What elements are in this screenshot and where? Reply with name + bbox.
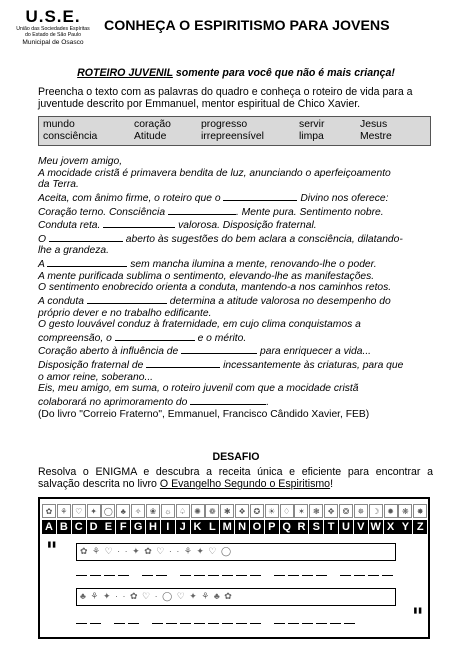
cipher-letter-b: B	[57, 520, 71, 534]
poem-text-part: sem mancha ilumina a mente, renovando-lhe o poder.	[130, 259, 377, 270]
cipher-letter-u: U	[339, 520, 353, 534]
cipher-letter-p: P	[265, 520, 279, 534]
open-quote: "	[46, 538, 58, 564]
cipher-symbol-q: ♢	[280, 504, 294, 518]
cipher-letter-l: L	[205, 520, 219, 534]
cipher-symbol-e: ◯	[101, 504, 115, 518]
answer-blank[interactable]	[118, 575, 129, 576]
poem-line	[38, 294, 433, 308]
poem-line	[38, 358, 433, 372]
poem-line	[38, 232, 433, 246]
poem-source: (Do livro "Correio Fraterno", Emmanuel, Francisco Cândido Xavier, FEB)	[38, 408, 370, 420]
poem-text-part: valorosa. Disposição fraternal.	[178, 220, 317, 232]
cipher-letter-k: K	[191, 520, 205, 534]
blank-9[interactable]	[146, 358, 220, 368]
answer-blank[interactable]	[152, 623, 163, 624]
answer-blank[interactable]	[76, 623, 87, 624]
cipher-symbol-v: ✵	[354, 504, 368, 518]
logo-main: U.S.E.	[25, 7, 81, 26]
cipher-symbol-k: ✺	[191, 504, 205, 518]
cipher-symbol-w: ☽	[369, 504, 383, 518]
answer-blank[interactable]	[316, 575, 327, 576]
answer-blank[interactable]	[354, 575, 365, 576]
blank-6[interactable]	[87, 294, 167, 304]
poem-text-part: A	[38, 259, 45, 270]
word-limpa: limpa	[299, 131, 324, 142]
subtitle-rest: somente para você que não é mais criança!	[172, 67, 395, 79]
poem-line	[38, 257, 433, 271]
cipher-symbol-h: ❀	[146, 504, 160, 518]
cipher-letter-o: O	[250, 520, 264, 534]
cipher-symbol-z: ✸	[413, 504, 427, 518]
poem-text-part: aberto às sugestões do bem aclara a consciência, dilatando-	[125, 233, 403, 245]
poem-line	[38, 344, 433, 358]
cipher-strip-1: ✿ ⚘ ♡ · · ✦ ✿ ♡ · · ⚘ ✦ ♡ ◯	[76, 543, 396, 561]
word-coracao: coração	[134, 119, 171, 130]
answer-blank[interactable]	[114, 623, 125, 624]
blank-7[interactable]	[115, 331, 195, 341]
cipher-symbol-x: ✹	[384, 504, 398, 518]
cipher-symbol-c: ♡	[72, 504, 86, 518]
cipher-symbol-a: ✿	[42, 504, 56, 518]
poem-text-part: .	[266, 396, 270, 408]
enigma-puzzle	[38, 497, 430, 639]
blank-10[interactable]	[190, 395, 266, 405]
cipher-letter-q: Q	[280, 520, 294, 534]
desafio-line-2	[38, 478, 433, 490]
poem-text-part: Aceita, com ânimo firme, o roteiro que o	[38, 192, 221, 204]
poem-line: A mente purificada sublima o sentimento, elevando-lhe as manifestações.	[38, 270, 375, 282]
word-progresso: progresso	[201, 119, 248, 130]
poem-text-part: colaborará no aprimoramento do	[38, 396, 188, 408]
cipher-symbol-b: ⚘	[57, 504, 71, 518]
poem-line	[38, 331, 433, 345]
cipher-strip-2: ♣ ⚘ ✦ · · ✿ ♡ · ◯ ♡ ✦ ⚘ ♣ ✿	[76, 588, 396, 606]
poem-text-part: compreensão, o	[38, 332, 112, 344]
page-title: CONHEÇA O ESPIRITISMO PARA JOVENS	[104, 18, 390, 34]
answer-blank[interactable]	[274, 623, 285, 624]
cipher-letter-s: S	[309, 520, 323, 534]
desafio-line-1: Resolva o ENIGMA e descubra a receita única e eficiente para encontrar a	[38, 466, 433, 478]
answer-blank[interactable]	[222, 575, 233, 576]
answer-blank[interactable]	[194, 575, 205, 576]
poem-text-part: e o mérito.	[197, 332, 247, 344]
answer-blank[interactable]	[222, 623, 233, 624]
close-quote: "	[412, 604, 424, 630]
cipher-letter-i: I	[161, 520, 175, 534]
answer-blank[interactable]	[316, 623, 327, 624]
answer-blank[interactable]	[340, 575, 351, 576]
word-irrepreensivel: irrepreensível	[201, 131, 264, 142]
answer-blank[interactable]	[156, 575, 167, 576]
cipher-letter-d: D	[87, 520, 101, 534]
cipher-letter-t: T	[324, 520, 338, 534]
poem-line: A mocidade cristã é primavera bendita de luz, anunciando o aperfeiçoamento	[38, 167, 391, 179]
cipher-letter-y: Y	[398, 520, 412, 534]
answer-blank[interactable]	[90, 575, 101, 576]
poem-line: próprio dever e no trabalho edificante.	[38, 307, 212, 319]
poem-text-part: . Mente pura. Sentimento nobre.	[235, 206, 384, 218]
answer-blank[interactable]	[288, 623, 299, 624]
poem-line	[38, 395, 433, 409]
subtitle	[0, 67, 472, 79]
blank-1[interactable]	[223, 191, 297, 201]
poem-text-part: incessantemente às criaturas, para que	[223, 360, 404, 371]
answer-blank[interactable]	[382, 575, 393, 576]
cipher-symbol-y: ❋	[398, 504, 412, 518]
cipher-symbol-t: ✥	[324, 504, 338, 518]
word-servir: servir	[299, 119, 325, 130]
subtitle-underlined: ROTEIRO JUVENIL	[77, 67, 173, 79]
poem-line	[38, 205, 433, 219]
answer-blank[interactable]	[208, 623, 219, 624]
desafio-title: DESAFIO	[212, 451, 260, 463]
logo-line-1: União das Sociedades Espíritas	[16, 26, 90, 32]
answer-blank[interactable]	[180, 575, 191, 576]
cipher-symbol-n: ❖	[235, 504, 249, 518]
answer-blank[interactable]	[302, 575, 313, 576]
word-consciencia: consciência	[43, 131, 98, 142]
poem-text	[38, 156, 433, 420]
word-atitude: Atitude	[134, 131, 167, 142]
answer-blank[interactable]	[274, 575, 285, 576]
poem-text-part: Coração terno. Consciência	[38, 206, 166, 218]
answer-blank[interactable]	[208, 575, 219, 576]
blank-3[interactable]	[103, 218, 175, 228]
answer-blank[interactable]	[128, 623, 139, 624]
answer-blank[interactable]	[76, 575, 87, 576]
poem-line	[38, 218, 433, 232]
answer-blank[interactable]	[104, 575, 115, 576]
blank-5[interactable]	[47, 257, 127, 267]
answer-blank[interactable]	[330, 623, 341, 624]
cipher-symbol-u: ❂	[339, 504, 353, 518]
blank-8[interactable]	[181, 344, 257, 354]
answer-blank[interactable]	[368, 575, 379, 576]
answer-blank[interactable]	[288, 575, 299, 576]
cipher-symbol-f: ♣	[116, 504, 130, 518]
cipher-letter-e: E	[101, 520, 115, 534]
cipher-letter-z: Z	[413, 520, 427, 534]
poem-text-part: Disposição fraternal de	[38, 360, 144, 371]
cipher-symbol-s: ❃	[309, 504, 323, 518]
answer-blank[interactable]	[90, 623, 101, 624]
cipher-symbol-p: ☀	[265, 504, 279, 518]
answer-blank[interactable]	[236, 623, 247, 624]
logo-line-3: Municipal de Osasco	[22, 39, 84, 46]
word-box	[38, 116, 431, 146]
answer-blank[interactable]	[180, 623, 191, 624]
cipher-letter-v: V	[354, 520, 368, 534]
book-title: O Evangelho Segundo o Espiritismo	[159, 478, 331, 491]
poem-line: o amor reine, soberano...	[38, 371, 154, 383]
cipher-symbol-j: ♤	[176, 504, 190, 518]
cipher-letter-j: J	[176, 520, 190, 534]
poem-text-part: para enriquecer a vida...	[260, 346, 372, 358]
logo-line-2: do Estado de São Paulo	[25, 32, 81, 38]
cipher-letter-f: F	[116, 520, 130, 534]
poem-text-part: Divino nos oferece:	[300, 192, 389, 204]
answer-blank[interactable]	[166, 623, 177, 624]
poem-line: Meu jovem amigo,	[38, 156, 123, 167]
cipher-letter-m: M	[220, 520, 234, 534]
answer-blank[interactable]	[250, 575, 261, 576]
desafio-text	[38, 466, 433, 491]
poem-line: O gesto louvável conduz à fraternidade, em cujo clima conquistamos a	[38, 319, 361, 331]
cipher-letter-w: W	[370, 521, 381, 533]
blank-2[interactable]	[168, 205, 236, 215]
poem-text-part: determina a atitude valorosa no desempenho do	[169, 295, 391, 307]
answer-blank[interactable]	[344, 623, 355, 624]
poem-line: Eis, meu amigo, em suma, o roteiro juvenil com que a mocidade cristã	[38, 383, 359, 395]
cipher-symbol-r: ✶	[294, 504, 308, 518]
cipher-symbol-m: ✱	[220, 504, 234, 518]
poem-text-part: Coração aberto à influência de	[38, 346, 179, 358]
cipher-letter-a: A	[42, 520, 56, 534]
answer-blank[interactable]	[236, 575, 247, 576]
cipher-symbol-d: ✦	[87, 504, 101, 518]
poem-text-part: A conduta	[38, 295, 84, 307]
desafio-text-part: !	[330, 478, 334, 491]
cipher-symbol-i: ☼	[161, 504, 175, 518]
poem-text-part: Conduta reta.	[38, 220, 101, 232]
poem-line: da Terra.	[38, 179, 79, 191]
cipher-letter-g: G	[131, 520, 145, 534]
cipher-letter-n: N	[235, 520, 249, 534]
answer-blank[interactable]	[250, 623, 261, 624]
poem-line: lhe a grandeza.	[38, 245, 109, 257]
use-logo	[14, 8, 92, 62]
poem-line: O sentimento enobrecido orienta a conduta, mantendo-a nos caminhos retos.	[38, 282, 392, 294]
cipher-letter-c: C	[72, 520, 86, 534]
answer-blank[interactable]	[142, 575, 153, 576]
poem-line	[38, 191, 433, 205]
answer-blank[interactable]	[194, 623, 205, 624]
intro-text: Preencha o texto com as palavras do quadro e conheça o roteiro de vida para a juventude descrito por Emmanuel, mentor espiritual de Chico Xavier.	[38, 86, 413, 111]
cipher-letter-x: X	[384, 520, 398, 534]
cipher-symbol-g: ✧	[131, 504, 145, 518]
cipher-letter-r: R	[294, 520, 308, 534]
desafio-text-part: salvação descrita no livro	[38, 478, 160, 491]
cipher-symbol-o: ✪	[250, 504, 264, 518]
answer-blank[interactable]	[302, 623, 313, 624]
cipher-letter-h: H	[146, 520, 160, 534]
word-jesus: Jesus	[360, 119, 388, 130]
blank-4[interactable]	[49, 232, 123, 242]
cipher-symbol-l: ❁	[205, 504, 219, 518]
poem-text-part: O	[38, 233, 47, 245]
word-mundo: mundo	[43, 119, 75, 130]
word-mestre: Mestre	[360, 131, 392, 142]
